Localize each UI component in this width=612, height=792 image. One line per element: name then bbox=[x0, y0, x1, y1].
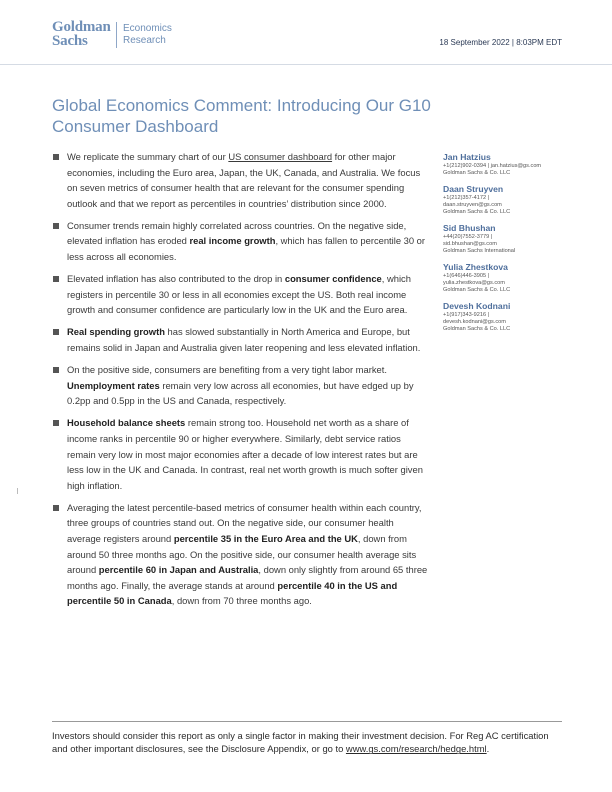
author-entry bbox=[443, 301, 573, 333]
bullet-text: , which has fallen to percentile 30 or less across all economies. bbox=[67, 235, 426, 263]
author-affiliation: Goldman Sachs & Co. LLC bbox=[443, 209, 511, 215]
bullet-item bbox=[52, 271, 428, 318]
disclosure-link[interactable]: www.gs.com/research/hedge.html bbox=[345, 743, 487, 755]
square-bullet-icon bbox=[53, 154, 59, 160]
report-title: Global Economics Comment: Introducing Our G10 Consumer Dashboard bbox=[52, 96, 431, 137]
bullet-emphasis: percentile 60 in Japan and Australia bbox=[98, 564, 259, 576]
author-entry bbox=[443, 152, 573, 177]
bullet-text: , down from 70 three months ago. bbox=[171, 595, 312, 607]
bullet-text: remain strong too. Household net worth as a share of income ranks in percentile 90 or higher everywhere. Similarly, debt service ratios remain very low in most major economies after a decade of low interest rates but are less low in the UK and Canada. In contrast, real net worth growth is much softer given high inflation. bbox=[67, 417, 423, 491]
author-entry bbox=[443, 184, 573, 216]
bullet-item bbox=[52, 324, 428, 355]
author-email: devesh.kodnani@gs.com bbox=[443, 319, 506, 325]
bullet-emphasis: consumer confidence bbox=[284, 273, 382, 285]
logo-line-2: Sachs bbox=[52, 33, 88, 49]
bullet-item bbox=[52, 415, 428, 493]
author-affiliation: Goldman Sachs & Co. LLC bbox=[443, 287, 511, 293]
division-line-1: Economics bbox=[123, 23, 172, 34]
author-phone: +44(20)7552-3779 | bbox=[443, 234, 493, 240]
disclosure-footer bbox=[52, 729, 562, 756]
square-bullet-icon bbox=[53, 420, 59, 426]
bullet-item bbox=[52, 149, 428, 211]
footer-rule bbox=[52, 721, 562, 722]
bullet-text: Consumer trends remain highly correlated across countries. On the negative side, elevated inflation has eroded bbox=[67, 219, 407, 247]
author-phone: +1(212)357-4172 | bbox=[443, 195, 490, 201]
square-bullet-icon bbox=[53, 367, 59, 373]
goldman-sachs-logo bbox=[52, 20, 111, 48]
division-label bbox=[123, 23, 172, 47]
bullet-text: remain very low across all economies, but have edged up by 0.2pp and 0.5pp in the US and Canada, respectively. bbox=[67, 379, 414, 407]
bullet-item bbox=[52, 218, 428, 265]
bullet-text: Averaging the latest percentile-based metrics of consumer health within each country, three groups of countries stand out. On the negative side, our consumer health average registers around bbox=[67, 501, 422, 545]
author-affiliation: Goldman Sachs International bbox=[443, 248, 516, 254]
disclosure-text: Investors should consider this report as only a single factor in making their investment decision. For Reg AC certification and other important disclosures, see the Disclosure Appendix, or go to bbox=[52, 730, 549, 755]
author-sidebar bbox=[443, 152, 573, 340]
bullet-item bbox=[52, 500, 428, 609]
bullet-text: Elevated inflation has also contributed to the drop in bbox=[67, 273, 285, 285]
us-consumer-dashboard-link[interactable]: US consumer dashboard bbox=[228, 151, 333, 162]
bullet-item bbox=[52, 362, 428, 409]
summary-bullets bbox=[52, 149, 428, 616]
bullet-text: On the positive side, consumers are benefiting from a very tight labor market. bbox=[67, 364, 387, 376]
bullet-emphasis: percentile 35 in the Euro Area and the UK bbox=[173, 533, 358, 545]
author-email: sid.bhushan@gs.com bbox=[443, 241, 497, 247]
square-bullet-icon bbox=[53, 276, 59, 282]
logo-line-1: Goldman bbox=[52, 19, 111, 35]
header-rule bbox=[0, 64, 612, 65]
bullet-text: , down only slightly from around 65 three months ago. Finally, the average stands at around bbox=[67, 564, 428, 591]
square-bullet-icon bbox=[53, 223, 59, 229]
author-name: Devesh Kodnani bbox=[443, 301, 511, 311]
author-phone: +1(646)446-3905 | bbox=[443, 273, 490, 279]
logo-divider bbox=[116, 22, 117, 48]
bullet-emphasis: real income growth bbox=[189, 235, 276, 247]
bullet-text: We replicate the summary chart of our bbox=[67, 151, 229, 162]
author-name: Yulia Zhestkova bbox=[443, 262, 508, 272]
square-bullet-icon bbox=[53, 505, 59, 511]
author-name: Sid Bhushan bbox=[443, 223, 496, 233]
bullet-emphasis: Household balance sheets bbox=[67, 417, 186, 429]
author-entry bbox=[443, 262, 573, 294]
author-affiliation: Goldman Sachs & Co. LLC bbox=[443, 326, 511, 332]
bullet-emphasis: Unemployment rates bbox=[67, 379, 160, 391]
author-contact: +1(212)902-0394 | jan.hatzius@gs.com bbox=[443, 163, 542, 169]
division-line-2: Research bbox=[123, 35, 166, 46]
bullet-text: for other major economies, including the Euro area, Japan, the UK, Canada, and Australia. We focus on seven metrics of consumer health that are relevant for the consumer spending outlook and that we report as percentiles in countries’ distribution since 2000. bbox=[67, 151, 421, 209]
author-phone: +1(917)343-9216 | bbox=[443, 312, 490, 318]
author-entry bbox=[443, 223, 573, 255]
bullet-text: , down from around 50 three months ago. On the positive side, our consumer health average sits around bbox=[67, 533, 417, 576]
margin-tick bbox=[17, 488, 18, 494]
bullet-text: has slowed substantially in North America and Europe, but remains solid in Japan and Australia given later reopening and less elevated inflation. bbox=[67, 326, 421, 354]
author-name: Daan Struyven bbox=[443, 184, 504, 194]
author-email: daan.struyven@gs.com bbox=[443, 202, 502, 208]
square-bullet-icon bbox=[53, 329, 59, 335]
disclosure-end: . bbox=[486, 743, 490, 755]
author-email: yulia.zhestkova@gs.com bbox=[443, 280, 505, 286]
author-name: Jan Hatzius bbox=[443, 152, 491, 162]
bullet-emphasis: percentile 40 in the US and percentile 50 in Canada bbox=[67, 579, 398, 607]
publish-date: 18 September 2022 | 8:03PM EDT bbox=[439, 38, 562, 47]
bullet-emphasis: Real spending growth bbox=[67, 326, 165, 338]
author-affiliation: Goldman Sachs & Co. LLC bbox=[443, 170, 511, 176]
page-header bbox=[52, 20, 562, 56]
bullet-text: , which registers in percentile 30 or less in all economies except the US. Both real income growth and consumer confidence are particularly low in the UK and the Euro area. bbox=[67, 273, 411, 316]
